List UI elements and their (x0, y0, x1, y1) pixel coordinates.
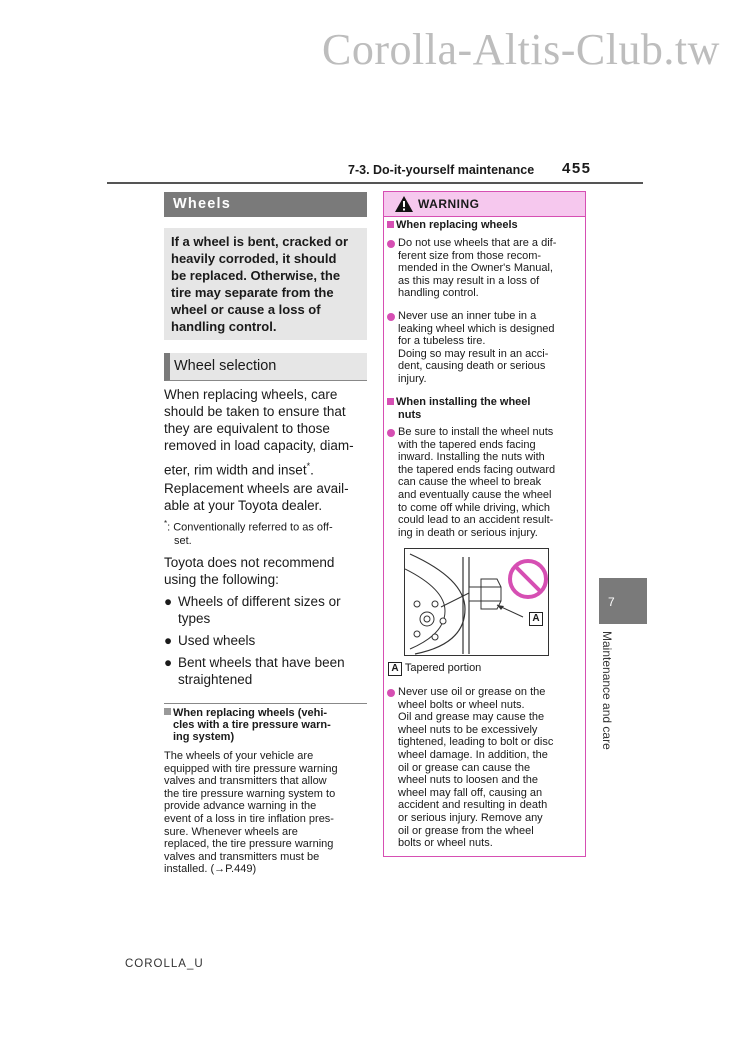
paragraph-not-recommend (164, 554, 364, 588)
figure-caption (388, 662, 481, 676)
chapter-tab[interactable] (599, 578, 647, 624)
warning-header (384, 192, 585, 217)
text-line: The wheels of your vehicle are (164, 750, 314, 762)
warning-subheading (387, 396, 582, 421)
warning-triangle-icon (394, 195, 414, 213)
summary-line: If a wheel is bent, cracked or (171, 234, 349, 249)
text-line: mended in the Owner's Manual, (398, 262, 553, 275)
list-item (164, 654, 364, 688)
bullet-icon: ● (164, 594, 173, 609)
text-line: Used wheels (178, 633, 256, 648)
note-body (164, 750, 364, 876)
text-span: . (310, 462, 314, 478)
header-section-title: 7-3. Do-it-yourself maintenance (348, 163, 535, 177)
text-line: able at your Toyota dealer. (164, 498, 323, 513)
bullet-icon (387, 240, 395, 248)
summary-line: handling control. (171, 319, 277, 334)
text-line: oil or grease from the wheel (398, 824, 534, 837)
warning-item-text (398, 686, 582, 850)
footnote-mark: * (306, 461, 311, 471)
header-rule (107, 182, 643, 184)
summary-line: heavily corroded, it should (171, 251, 337, 266)
paragraph-dealer (164, 480, 364, 514)
section-title: Wheels (164, 192, 367, 217)
warning-item-text (398, 310, 582, 386)
text-line: types (178, 611, 211, 626)
bullet-icon (387, 429, 395, 437)
warning-item (387, 686, 582, 851)
text-line: using the following: (164, 572, 279, 587)
text-line: Be sure to install the wheel nuts (398, 426, 554, 438)
summary-line: tire may separate from the (171, 285, 334, 300)
text-line: or serious injury. Remove any (398, 811, 543, 824)
text-line (387, 396, 582, 409)
text-line: injury. (398, 372, 427, 385)
text-line: with the tapered ends facing (398, 438, 536, 451)
wheel-nut-diagram (405, 549, 549, 656)
text-line: sure. Whenever wheels are (164, 825, 298, 838)
subsection-title: Wheel selection (164, 353, 367, 381)
bullet-icon: ● (164, 655, 173, 670)
footnote (164, 517, 364, 548)
square-marker-icon (164, 708, 171, 715)
figure-label: A (529, 612, 543, 626)
page-number: 455 (562, 160, 592, 177)
bullet-icon: ● (164, 633, 173, 648)
text-line: the tapered ends facing outward (398, 463, 556, 476)
bullet-icon (387, 689, 395, 697)
text-line: for a tubeless tire. (398, 335, 486, 348)
text-line: as this may result in a loss of (398, 274, 540, 287)
text-line: equipped with tire pressure warning (164, 762, 338, 775)
square-marker-icon (387, 221, 394, 228)
figure-label: A (388, 662, 402, 676)
text-line: wheel may fall off, causing an (398, 786, 543, 799)
warning-item-text (398, 237, 582, 300)
text-line: Do not use wheels that are a dif- (398, 237, 557, 249)
text-line: Replacement wheels are avail- (164, 481, 349, 496)
chapter-label (600, 631, 616, 771)
note-heading (164, 707, 364, 743)
text-line: Oil and grease may cause the (398, 711, 545, 724)
text-line: replaced, the tire pressure warning (164, 838, 334, 851)
text-line: Wheels of different sizes or (178, 594, 341, 609)
text-span: When replacing wheels (396, 219, 518, 231)
text-line: dent, causing death or serious (398, 360, 546, 373)
text-line: wheel nuts to be excessively (398, 723, 538, 736)
warning-item-text (398, 426, 582, 539)
warning-title: WARNING (418, 197, 480, 211)
paragraph-wheel-selection (164, 386, 364, 479)
text-line: set. (174, 534, 192, 547)
text-line: handling control. (398, 287, 479, 300)
text-line: Never use an inner tube in a (398, 310, 537, 322)
text-line: and eventually cause the wheel (398, 488, 552, 501)
text-line: can cause the wheel to break (398, 476, 542, 489)
text-line: oil or grease can cause the (398, 761, 531, 774)
text-line: the tire pressure warning system to (164, 787, 336, 800)
text-line: ing in death or serious injury. (398, 526, 538, 539)
chapter-number: 7 (608, 595, 615, 609)
text-line: cles with a tire pressure warn- (173, 719, 331, 731)
list-item-text (178, 632, 364, 649)
text-line: valves and transmitters must be (164, 850, 320, 863)
list-item-text (178, 593, 364, 627)
text-line: Toyota does not recommend (164, 555, 335, 570)
text-span: : Conventionally referred to as off- (167, 521, 333, 534)
wheel-nut-illustration (404, 548, 549, 656)
note-divider (164, 703, 367, 704)
text-span: When replacing wheels (vehi- (173, 707, 328, 719)
summary-box (164, 228, 367, 340)
text-line: could lead to an accident result- (398, 514, 554, 527)
text-line: straightened (178, 672, 253, 687)
watermark: Corolla-Altis-Club.tw (322, 25, 720, 74)
list-item-text (178, 654, 364, 688)
warning-item (387, 310, 582, 386)
text-line: Never use oil or grease on the (398, 686, 546, 698)
text-line: inward. Installing the nuts with (398, 451, 545, 464)
text-line: nuts (398, 408, 422, 421)
text-line: event of a loss in tire inflation pres- (164, 812, 334, 825)
text-line: should be taken to ensure that (164, 404, 346, 419)
text-line: they are equivalent to those (164, 421, 330, 436)
chapter-label-text: Maintenance and care (600, 631, 614, 750)
square-marker-icon (387, 398, 394, 405)
text-line: wheel damage. In addition, the (398, 748, 548, 761)
text-line (164, 707, 364, 719)
text-line: provide advance warning in the (164, 800, 317, 813)
text-span: When installing the wheel (396, 396, 531, 408)
text-line (164, 517, 364, 535)
text-line: leaking wheel which is designed (398, 322, 555, 335)
footnote-mark: * (164, 519, 168, 528)
warning-item (387, 426, 582, 540)
text-line: Bent wheels that have been (178, 655, 345, 670)
caption-text: Tapered portion (404, 662, 482, 674)
summary-line: be replaced. Otherwise, the (171, 268, 341, 283)
text-line: tightened, leading to bolt or disc (398, 736, 554, 749)
page-reference-link[interactable]: installed. (→P.449) (164, 863, 257, 876)
list-item (164, 593, 364, 627)
text-line (164, 458, 364, 479)
text-line: ferent size from those recom- (398, 249, 542, 262)
text-line: accident and resulting in death (398, 799, 548, 812)
text-line: wheel bolts or wheel nuts. (398, 698, 525, 711)
list-item (164, 632, 364, 649)
warning-subheading (387, 219, 582, 232)
warning-item (387, 237, 582, 301)
text-span: eter, rim width and inset (164, 462, 307, 478)
text-line: Doing so may result in an acci- (398, 347, 549, 360)
summary-line: wheel or cause a loss of (171, 302, 321, 317)
text-line: When replacing wheels, care (164, 387, 338, 402)
bullet-icon (387, 313, 395, 321)
text-line: valves and transmitters that allow (164, 775, 327, 788)
text-line: wheel nuts to loosen and the (398, 774, 539, 787)
footer-code: COROLLA_U (125, 958, 204, 970)
text-line: removed in load capacity, diam- (164, 438, 354, 453)
text-line: ing system) (173, 731, 235, 743)
text-line: bolts or wheel nuts. (398, 837, 493, 850)
text-line: to come off while driving, which (398, 501, 551, 514)
